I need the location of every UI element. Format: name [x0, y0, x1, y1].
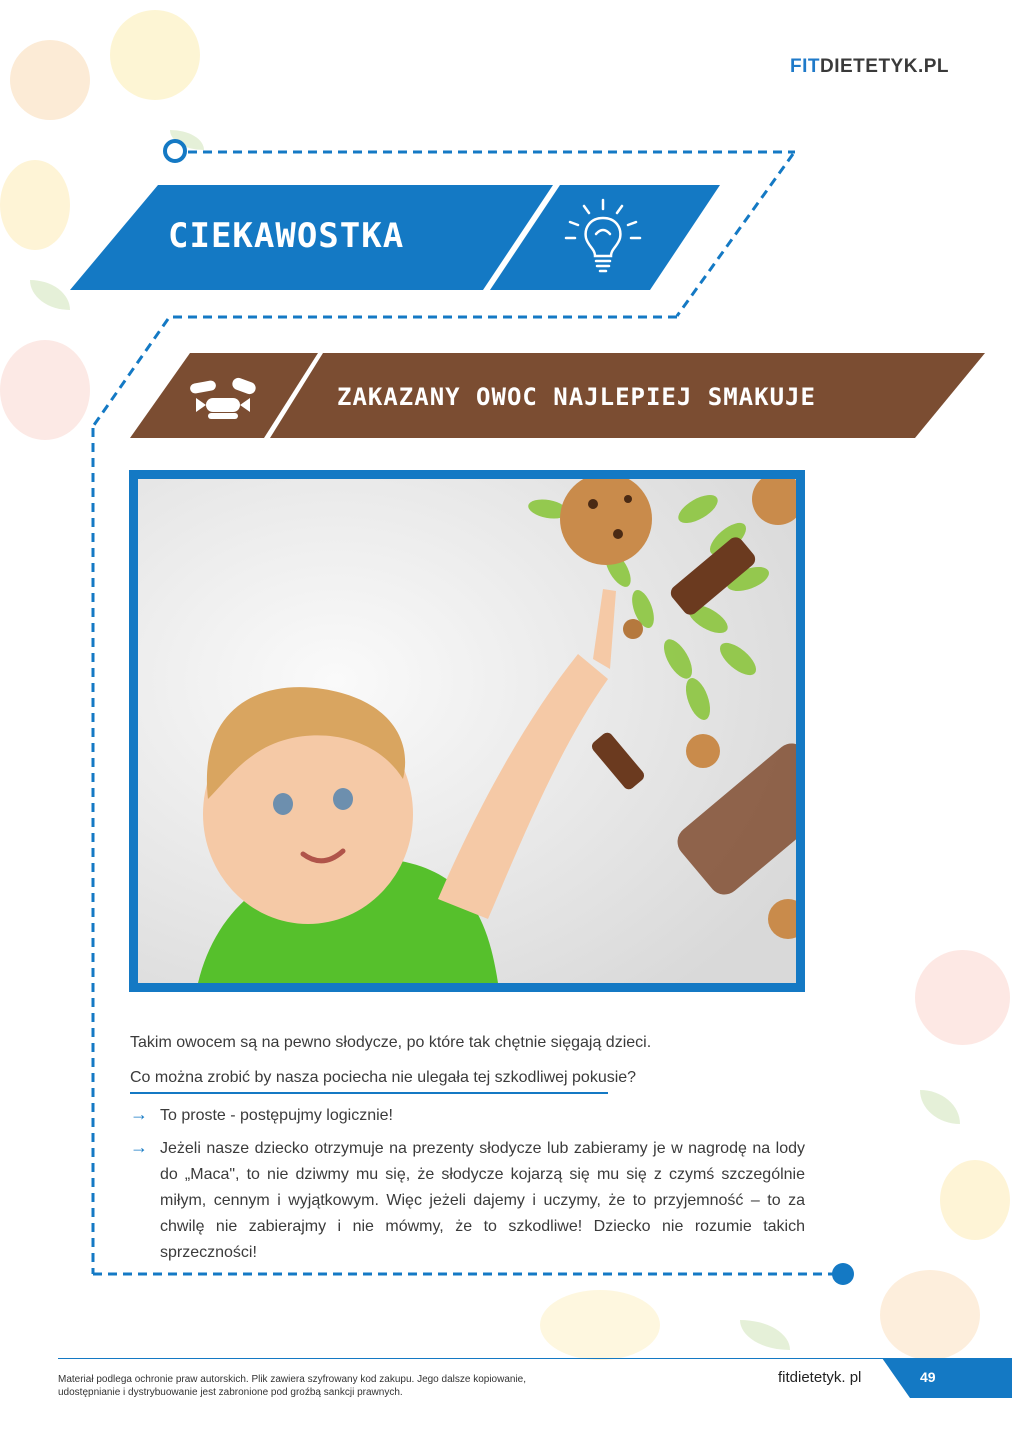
intro-paragraph: Takim owocem są na pewno słodycze, po które tak chętnie sięgają dzieci.: [130, 1034, 652, 1051]
question-text: Co można zrobić by nasza pociecha nie ulegała tej szkodliwej pokusie?: [130, 1069, 637, 1086]
arrow-right-icon: →: [130, 1137, 148, 1157]
child-sweets-photo: [129, 470, 805, 992]
footer-site: fitdietetyk. pl: [778, 1369, 862, 1386]
brand-logo: FITDIETETYK.PL: [790, 56, 950, 77]
arrow-right-icon: →: [130, 1104, 148, 1124]
copyright-notice: Materiał podlega ochronie praw autorskich. Plik zawiera szyfrowany kod zakupu. Jego dalsze kopiowanie, udostępnianie i dystrybuowanie jest zabronione pod groźbą sankcji prawnych.: [58, 1374, 527, 1398]
page-number-tab: [870, 1358, 1012, 1398]
bullet-item: Jeżeli nasze dziecko otrzymuje na prezenty słodycze lub zabieramy je w nagrodę na lody do „Maca", to nie dziwmy mu się, że słodycze kojarzą się mu się z czymś szczególnie miłym, cennym i wyjątkowym. Więc jeżeli dajemy i uczymy, że to przyjemność – to za chwilę nie zabierajmy i nie mówmy, że to szkodliwe! Dziecko nie rozumie takich sprzeczności!: [160, 1140, 805, 1261]
header-title: CIEKAWOSTKA: [168, 216, 405, 256]
question-underline: [130, 1092, 608, 1094]
subheader-title: ZAKAZANY OWOC NAJLEPIEJ SMAKUJE: [337, 383, 816, 411]
footer-divider: [58, 1358, 1008, 1359]
lightbulb-icon: [562, 196, 644, 278]
candy-icon: [188, 374, 264, 420]
page-number: 49: [920, 1369, 936, 1385]
bullet-item: To proste - postępujmy logicznie!: [160, 1107, 393, 1124]
photo-illustration: [138, 479, 796, 983]
